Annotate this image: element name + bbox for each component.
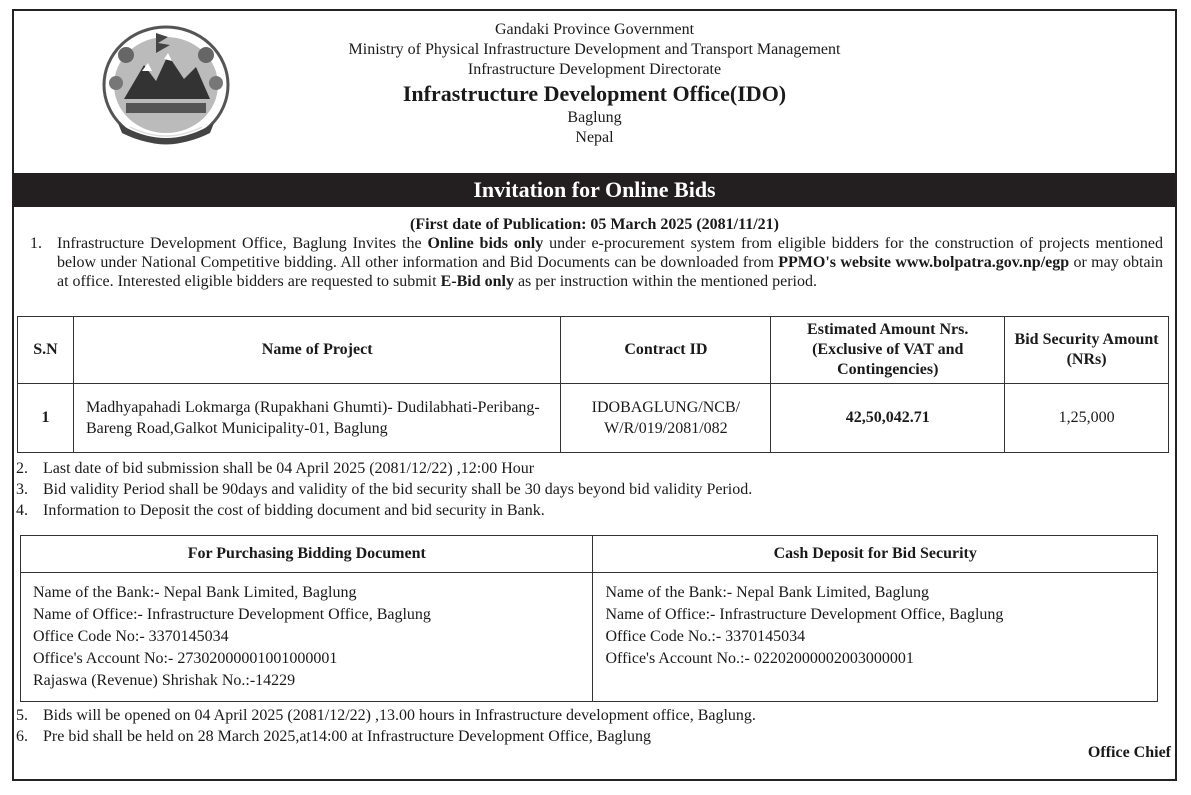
info-list — [0, 458, 1191, 521]
bank-line: Name of the Bank:- Nepal Bank Limited, Baglung — [605, 584, 929, 601]
item-number: 4. — [16, 502, 28, 519]
list-item — [0, 458, 1191, 479]
row-project-name: Madhyapahadi Lokmarga (Rupakhani Ghumti)- Dudilabhati-Peribang- Bareng Road,Galkot Municipality-01, Baglung — [73, 384, 560, 453]
bank-line: Office Code No.:- 3370145034 — [605, 628, 806, 645]
header-province: Gandaki Province Government — [494, 21, 695, 38]
publication-date: (First date of Publication: 05 March 2025 (2081/11/21) — [410, 216, 779, 233]
intro-bold-1: Online bids only — [427, 235, 544, 252]
invitation-banner: Invitation for Online Bids — [14, 173, 1175, 207]
bank-line: Office Code No:- 3370145034 — [33, 628, 229, 645]
item-text: Bid validity Period shall be 90days and validity of the bid security shall be 30 days beyond bid validity Period. — [43, 481, 753, 498]
footer-list — [0, 705, 1191, 747]
item-number: 3. — [16, 481, 28, 498]
item-text: Information to Deposit the cost of bidding document and bid security in Bank. — [43, 502, 545, 519]
intro-text-1: Infrastructure Development Office, Baglung Invites the — [57, 235, 428, 252]
col-header-project: Name of Project — [73, 317, 560, 384]
list-item — [0, 726, 1191, 747]
col-header-security: Bid Security Amount (NRs) — [1005, 317, 1169, 384]
intro-text-4: as per instruction within the mentioned period. — [513, 273, 817, 290]
notice-header — [14, 11, 1175, 173]
header-directorate: Infrastructure Development Directorate — [467, 61, 722, 78]
col-header-sn: S.N — [18, 317, 74, 384]
signature: Office Chief — [1087, 744, 1171, 761]
header-country: Nepal — [575, 129, 614, 146]
bank-line: Office's Account No:- 27302000001001000001 — [33, 650, 338, 667]
project-table-header — [18, 317, 1169, 384]
item-number: 2. — [16, 460, 28, 477]
row-security: 1,25,000 — [1005, 384, 1169, 453]
col-header-estimate: Estimated Amount Nrs. (Exclusive of VAT and Contingencies) — [771, 317, 1005, 384]
table-row — [18, 384, 1169, 453]
list-item — [0, 500, 1191, 521]
item-number: 6. — [16, 728, 28, 745]
item-number: 5. — [16, 707, 28, 724]
row-estimate: 42,50,042.71 — [771, 384, 1005, 453]
item-text: Bids will be opened on 04 April 2025 (2081/12/22) ,13.00 hours in Infrastructure development office, Baglung. — [43, 707, 756, 724]
intro-paragraph — [14, 234, 1175, 291]
table-row — [21, 573, 1158, 702]
header-office: Infrastructure Development Office(IDO) — [402, 81, 787, 106]
bank-line: Name of Office:- Infrastructure Development Office, Baglung — [33, 606, 431, 623]
bank-line: Name of Office:- Infrastructure Development Office, Baglung — [605, 606, 1004, 623]
project-table — [17, 316, 1169, 453]
nepal-government-emblem-icon — [96, 19, 236, 151]
item-number: 1. — [30, 235, 42, 252]
item-text: Pre bid shall be held on 28 March 2025,at14:00 at Infrastructure Development Office, Baglung — [43, 728, 651, 745]
list-item — [0, 705, 1191, 726]
header-city: Baglung — [567, 109, 622, 126]
list-item — [0, 479, 1191, 500]
bank-line: Name of the Bank:- Nepal Bank Limited, Baglung — [33, 584, 357, 601]
row-sn: 1 — [18, 384, 74, 453]
header-ministry: Ministry of Physical Infrastructure Development and Transport Management — [348, 41, 841, 58]
col-header-contract: Contract ID — [561, 317, 771, 384]
intro-text-2: under e-procurement system from eligible bidders for the construction of projects mentioned below under National Competitive bidding. All other information and Bid Documents can be downloaded from — [57, 235, 1163, 271]
bank-line: Rajaswa (Revenue) Shrishak No.:-14229 — [33, 672, 296, 689]
row-contract-id: IDOBAGLUNG/NCB/ W/R/019/2081/082 — [561, 384, 771, 453]
bank-table — [20, 535, 1158, 702]
bank-right-details — [593, 573, 1158, 702]
bank-table-header — [21, 536, 1158, 573]
item-text: Last date of bid submission shall be 04 April 2025 (2081/12/22) ,12:00 Hour — [43, 460, 535, 477]
bank-left-details — [21, 573, 593, 702]
intro-bold-2: PPMO's website www.bolpatra.gov.np/egp — [778, 254, 1070, 271]
bank-left-header: For Purchasing Bidding Document — [21, 536, 593, 573]
intro-bold-3: E-Bid only — [440, 273, 514, 290]
intro-text-3: or may obtain at office. Interested eligible bidders are requested to submit — [57, 254, 1164, 290]
bank-right-header: Cash Deposit for Bid Security — [593, 536, 1158, 573]
bank-line: Office's Account No.:- 02202000002003000001 — [605, 650, 914, 667]
